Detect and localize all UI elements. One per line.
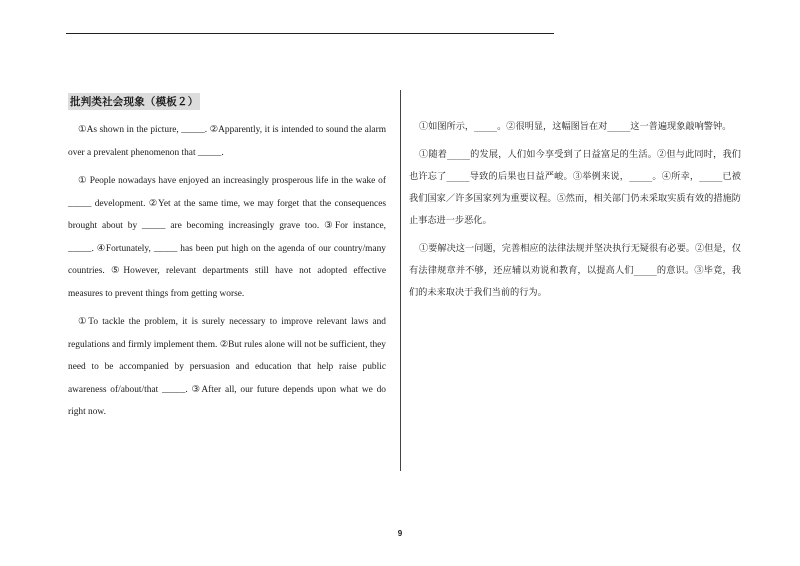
english-column (68, 92, 386, 430)
page-number: 9 (397, 529, 403, 538)
section-heading: 批判类社会现象（模板２） (68, 93, 200, 110)
chinese-paragraph-1: ①如图所示，_____。②很明显，这幅图旨在对_____这一普遍现象敲响警钟。 (419, 121, 732, 132)
english-paragraph-3: ①To tackle the problem, it is surely necessary to improve relevant laws and regulations and firmly implement them. ②But rules alone will not be sufficient, they need to be accompanied by persuasion and education that help raise public awareness of/about/that _____. ③After all, our future depends upon what we do right now. (68, 317, 386, 417)
chinese-paragraph-2: ①随着_____的发展，人们如今享受到了日益富足的生活。②但与此同时，我们也许忘了_____导致的后果也日益严峻。③举例来说，_____。④所幸，_____已被我们国家／许多国家列为重要议程。⑤然而，相关部门仍未采取实质有效的措施防止事态进一步恶化。 (409, 149, 741, 226)
chinese-paragraph-3: ①要解决这一问题，完善相应的法律法规并坚决执行无疑很有必要。②但是，仅有法律规章并不够，还应辅以劝说和教育，以提高人们_____的意识。③毕竟，我们的未来取决于我们当前的行为。 (409, 243, 741, 298)
english-paragraph-1: ①As shown in the picture, _____. ②Apparently, it is intended to sound the alarm over a prevalent phenomenon that _____. (68, 125, 386, 158)
header-rule (66, 33, 554, 34)
chinese-column (409, 116, 741, 310)
english-paragraph-2: ① People nowadays have enjoyed an increasingly prosperous life in the wake of _____ development. ②Yet at the same time, we may forget that the consequences brought about by _____ are becoming increasingly grave too. ③For instance, _____. ④Fortunately, _____ has been put high on the agenda of our country/many countries. ⑤However, relevant departments still have not adopted effective measures to prevent things from getting worse. (68, 176, 386, 299)
column-divider (400, 90, 401, 471)
